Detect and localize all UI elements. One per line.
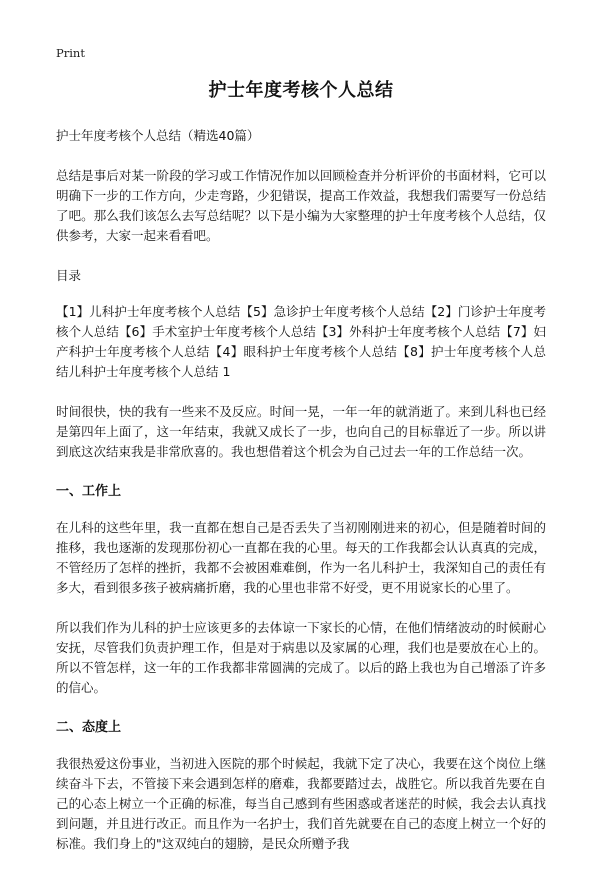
opening-paragraph: 时间很快，快的我有一些来不及反应。时间一晃，一年一年的就消逝了。来到儿科也已经是第四年上面了，这一年结束，我就又成长了一步，也向自己的目标靠近了一步。所以讲到底这次结束我是非常欣喜的。我也想借着这个机会为自己过去一年的工作总结一次。 <box>56 404 546 459</box>
toc-heading: 目录 <box>56 268 82 283</box>
table-of-contents: 【1】儿科护士年度考核个人总结【5】急诊护士年度考核个人总结【2】门诊护士年度考核个人总结【6】手术室护士年度考核个人总结【3】外科护士年度考核个人总结【7】妇产科护士年度考核个人总结【4】眼科护士年度考核个人总结【8】护士年度考核个人总结儿科护士年度考核个人总结 1 <box>56 304 546 379</box>
print-label[interactable]: Print <box>56 46 85 60</box>
page-title: 护士年度考核个人总结 <box>208 80 394 101</box>
intro-paragraph: 总结是事后对某一阶段的学习或工作情况作加以回顾检查并分析评价的书面材料，它可以明确下一步的工作方向，少走弯路，少犯错误，提高工作效益，我想我们需要写一份总结了吧。那么我们该怎么去写总结呢？以下是小编为大家整理的护士年度考核个人总结，仅供参考，大家一起来看看吧。 <box>56 168 546 243</box>
section-heading-attitude: 二、态度上 <box>56 720 122 735</box>
section-heading-work: 一、工作上 <box>56 484 122 499</box>
attitude-paragraph-1: 我很热爱这份事业，当初进入医院的那个时候起，我就下定了决心，我要在这个岗位上继续奋斗下去，不管接下来会遇到怎样的磨难，我都要踏过去，战胜它。所以我首先要在自己的心态上树立一个正确的标准，每当自己感到有些困惑或者迷茫的时候，我会去认真找到问题，并且进行改正。而且作为一名护士，我们首先就要在自己的态度上树立一个好的标准。我们身上的"这双纯白的翅膀，是民众所赠予我 <box>56 756 546 851</box>
work-paragraph-2: 所以我们作为儿科的护士应该更多的去体谅一下家长的心情，在他们情绪波动的时候耐心安抚，尽管我们负责护理工作，但是对于病患以及家属的心理，我们也是要放在心上的。所以不管怎样，这一年的工作我都非常圆满的完成了。以后的路上我也为自己增添了许多的信心。 <box>56 620 546 695</box>
document-body <box>56 78 546 874</box>
document-subtitle: 护士年度考核个人总结（精选40篇） <box>56 128 260 143</box>
work-paragraph-1: 在儿科的这些年里，我一直都在想自己是否丢失了当初刚刚进来的初心，但是随着时间的推移，我也逐渐的发现那份初心一直都在我的心里。每天的工作我都会认认真真的完成，不管经历了怎样的挫折，我都不会被困难难倒，作为一名儿科护士，我深知自己的责任有多大，看到很多孩子被病痛折磨，我的心里也非常不好受，更不用说家长的心里了。 <box>56 520 546 595</box>
